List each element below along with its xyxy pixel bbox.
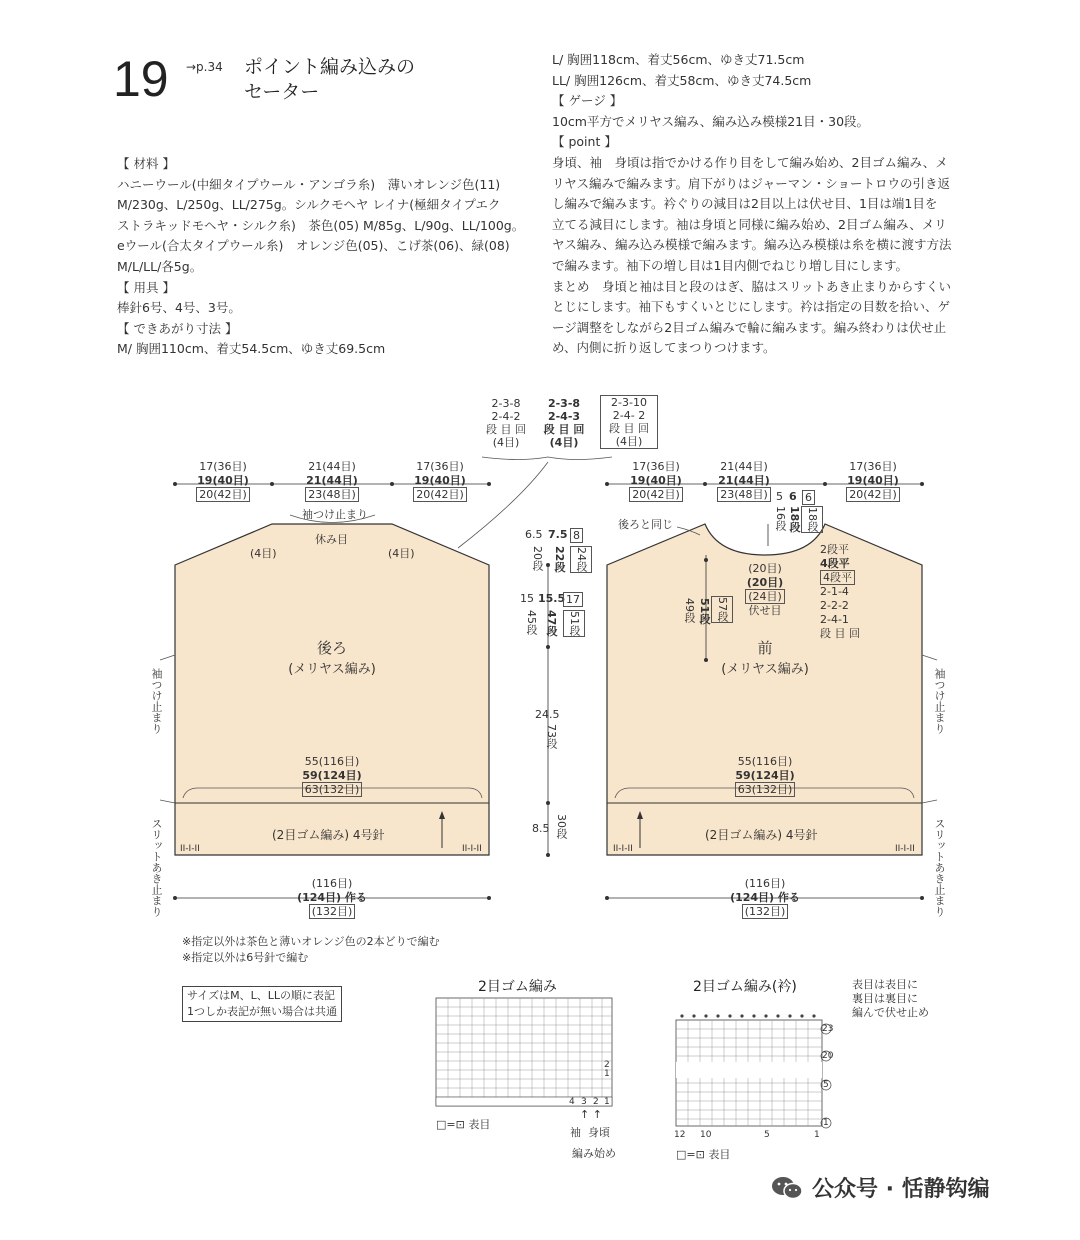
- rib-collar-chart: [676, 1014, 834, 1128]
- front-left-width: 17(36目) 19(40目) 20(42目): [630, 460, 682, 501]
- shoulder-l: 2-3-8 2-4-3 段 目 回 (4目): [543, 397, 585, 449]
- gauge-heading: 【 ゲージ 】: [552, 93, 623, 109]
- front-rib-marks: II-I-II: [613, 844, 633, 854]
- point-line: まとめ 身頃と袖は目と段のはぎ、脇はスリットあき止まりからすくい: [552, 278, 952, 294]
- front-rib-label: (2目ゴム編み) 4号針: [705, 828, 818, 842]
- back-left-width: 17(36目) 19(40目) 20(42目): [197, 460, 249, 501]
- front-stitch-pattern: (メリヤス編み): [721, 662, 809, 677]
- vertical-rows-shoulder-ll: 24段: [570, 546, 592, 573]
- materials-line: M/230g、L/250g、LL/275g。シルクモヘヤ レイナ(極細タイプエク: [117, 197, 501, 213]
- shoulder-ll: 2-3-10 2-4- 2 段 目 回 (4目): [600, 395, 658, 449]
- title-line-2: セーター: [244, 81, 320, 103]
- rib-chart-row-1: 1: [604, 1069, 610, 1079]
- neck-width-l: 6: [789, 490, 797, 503]
- vertical-dim-armhole-l: 15.5: [538, 592, 566, 605]
- back-rib-label: (2目ゴム編み) 4号針: [272, 828, 385, 842]
- page-reference: →p.34: [186, 60, 223, 74]
- front-cast-on: (116目) (124目) 作る (132目): [730, 877, 800, 918]
- collar-col-1: 1: [814, 1130, 820, 1140]
- same-as-back-label: 後ろと同じ: [618, 518, 673, 531]
- materials-heading: 【 材料 】: [117, 156, 175, 171]
- start-knitting-label: 編み始め: [572, 1147, 616, 1160]
- note-needle: ※指定以外は6号針で編む: [182, 951, 309, 964]
- point-line: とじにします。袖下もすくいとじにします。衿は指定の目数を拾い、ゲ: [552, 299, 951, 315]
- size-heading: 【 できあがり寸法 】: [117, 320, 238, 336]
- materials-line: eウール(合太タイプウール糸) オレンジ色(05)、こげ茶(06)、緑(08): [117, 238, 510, 254]
- shoulder-m: 2-3-8 2-4-2 段 目 回 (4目): [486, 397, 526, 449]
- body-start-label: 身頃: [588, 1126, 610, 1139]
- collar-chart-legend: □=⊡ 表目: [676, 1148, 731, 1161]
- sleeve-stop-top-label: 袖つけ止まり: [302, 508, 368, 521]
- collar-bindoff-note: 表目は表目に 裏目は裏目に 編んで伏せ止め: [852, 978, 929, 1019]
- front-depth-l: 51段: [698, 598, 711, 625]
- vertical-dim-body: 24.5: [535, 708, 560, 721]
- vertical-rows-body: 73段: [545, 724, 558, 749]
- decrease-right-label: (4目): [388, 547, 415, 560]
- front-slit-stop-label: スリットあき止まり: [933, 818, 946, 917]
- back-center-width: 21(44目) 21(44目) 23(48目): [306, 460, 358, 501]
- materials-line: ハニーウール(中細タイプウール・アンゴラ糸) 薄いオレンジ色(11): [117, 176, 501, 192]
- materials-line: M/L/LL/各5g。: [117, 258, 203, 274]
- vertical-dim-rib: 8.5: [532, 822, 550, 835]
- collar-row-1: 1: [823, 1118, 829, 1128]
- title-line-1: ポイント編み込みの: [244, 56, 416, 78]
- rib-chart: [436, 998, 612, 1106]
- back-panel: [175, 524, 489, 855]
- rib-chart-col-1: 1: [604, 1097, 610, 1107]
- back-rib-marks: II-I-II: [180, 844, 200, 854]
- back-panel-name: 後ろ: [316, 639, 347, 657]
- watermark: 公众号 · 恬静钩编: [812, 1177, 990, 1202]
- tools-line: 棒針6号、4号、3号。: [117, 300, 241, 316]
- vertical-dim-shoulder-l: 7.5: [548, 528, 568, 541]
- back-slit-stop-label: スリットあき止まり: [150, 818, 163, 917]
- vertical-rows-shoulder-l: 22段: [553, 546, 566, 573]
- back-sleeve-stop-label: 袖つけ止まり: [150, 668, 163, 734]
- wechat-icon: [770, 1175, 804, 1201]
- neck-rows-ll: 18段: [801, 506, 823, 533]
- vertical-dim-armhole-m: 15: [520, 592, 534, 605]
- back-width: 55(116目) 59(124目) 63(132目): [302, 755, 362, 796]
- gauge-line: 10cm平方でメリヤス編み、編み込み模様21目・30段。: [552, 113, 870, 129]
- point-heading: 【 point 】: [552, 134, 617, 150]
- collar-col-10: 10: [700, 1130, 712, 1140]
- size-m: M/ 胸囲110cm、着丈54.5cm、ゆき丈69.5cm: [117, 341, 386, 357]
- back-stitch-pattern: (メリヤス編み): [288, 662, 376, 677]
- materials-line: ストラキッドモヘヤ・シルク糸) 茶色(05) M/85g、L/90g、LL/100g。: [117, 217, 525, 233]
- back-rib-marks-right: II-I-II: [462, 844, 482, 854]
- rib-chart-col-3: 3: [581, 1097, 587, 1107]
- vertical-dim-shoulder: 6.5: [525, 528, 543, 541]
- front-center-width: 21(44目) 21(44目) 23(48目): [718, 460, 770, 501]
- point-line: め、内側に折り返してまつりつけます。: [552, 340, 776, 356]
- back-cast-on: (116目) (124目) 作る (132目): [297, 877, 367, 918]
- tools-heading: 【 用具 】: [117, 279, 175, 295]
- chart-arrow-sleeve: ↑ ↑: [580, 1108, 602, 1121]
- vertical-dim-shoulder-ll: 8: [570, 528, 583, 543]
- collar-col-12: 12: [674, 1130, 686, 1140]
- vertical-rows-rib: 30段: [555, 814, 568, 839]
- vertical-rows-armhole-m: 45段: [525, 610, 538, 635]
- front-panel-name: 前: [757, 639, 773, 657]
- neck-bindoff-center: (20目) (20目) (24目) 伏せ目: [746, 562, 784, 617]
- pattern-number: 19: [113, 51, 169, 107]
- point-line: し編みで編みます。衿ぐりの減目は2目以上は伏せ目、1目は端1目を: [552, 196, 938, 212]
- rib-chart-col-2: 2: [593, 1097, 599, 1107]
- neck-width-ll: 6: [802, 490, 815, 505]
- rib-chart-title: 2目ゴム編み: [478, 979, 557, 995]
- size-ll: LL/ 胸囲126cm、着丈58cm、ゆき丈74.5cm: [552, 72, 812, 88]
- note-yarn: ※指定以外は茶色と薄いオレンジ色の2本どりで編む: [182, 935, 440, 948]
- point-line: 立てる減目にします。袖は身頃と同様に編み始め、2目ゴム編み、メリ: [552, 216, 947, 232]
- point-line: リヤス編みで編みます。肩下がりはジャーマン・ショートロウの引き返: [552, 175, 951, 191]
- rib-chart-col-4: 4: [569, 1097, 575, 1107]
- front-right-width: 17(36目) 19(40目) 20(42目): [847, 460, 899, 501]
- vertical-dim-armhole-ll: 17: [563, 592, 583, 607]
- neck-rows-l: 18段: [788, 506, 801, 533]
- back-right-width: 17(36目) 19(40目) 20(42目): [414, 460, 466, 501]
- collar-col-5: 5: [764, 1130, 770, 1140]
- notes: [182, 934, 440, 966]
- neck-width-m: 5: [776, 490, 783, 503]
- front-width: 55(116目) 59(124目) 63(132目): [735, 755, 795, 796]
- size-order-box: サイズはM、L、LLの順に表記 1つしか表記が無い場合は共通: [182, 986, 342, 1022]
- vertical-rows-armhole-ll: 51段: [563, 610, 585, 637]
- vertical-rows-shoulder-m: 20段: [531, 546, 544, 571]
- size-l: L/ 胸囲118cm、着丈56cm、ゆき丈71.5cm: [552, 52, 805, 67]
- front-sleeve-stop-label: 袖つけ止まり: [933, 668, 946, 734]
- front-depth-ll: 57段: [711, 596, 733, 623]
- front-depth-m: 49段: [683, 598, 696, 623]
- decrease-left-label: (4目): [250, 547, 277, 560]
- front-rib-marks-right: II-I-II: [895, 844, 915, 854]
- collar-row-23: 23: [822, 1024, 834, 1034]
- point-line: 身頃、袖 身頃は指でかける作り目をして編み始め、2目ゴム編み、メ: [552, 154, 948, 170]
- vertical-rows-armhole-l: 47段: [545, 610, 558, 637]
- rib-collar-chart-title: 2目ゴム編み(衿): [693, 979, 797, 995]
- rest-stitches-label: 休み目: [315, 533, 348, 546]
- rib-chart-legend: □=⊡ 表目: [436, 1118, 491, 1131]
- neck-rows-m: 16段: [774, 506, 787, 531]
- point-line: で編みます。袖下の増し目は1目内側でねじり増し目にします。: [552, 257, 908, 273]
- point-line: ージ調整をしながら2目ゴム編みで輪に編みます。編み終わりは伏せ止: [552, 319, 947, 335]
- rib-chart-row-2: 2: [604, 1060, 610, 1070]
- collar-row-5: 5: [823, 1080, 829, 1090]
- point-line: ヤス編み、編み込み模様で編みます。編み込み模様は糸を横に渡す方法: [552, 237, 952, 253]
- sleeve-start-label: 袖: [570, 1126, 581, 1139]
- collar-row-20: 20: [822, 1051, 834, 1061]
- neck-decrease-side: 2段平 4段平 4段平 2-1-4 2-2-2 2-4-1 段 目 回: [820, 543, 860, 640]
